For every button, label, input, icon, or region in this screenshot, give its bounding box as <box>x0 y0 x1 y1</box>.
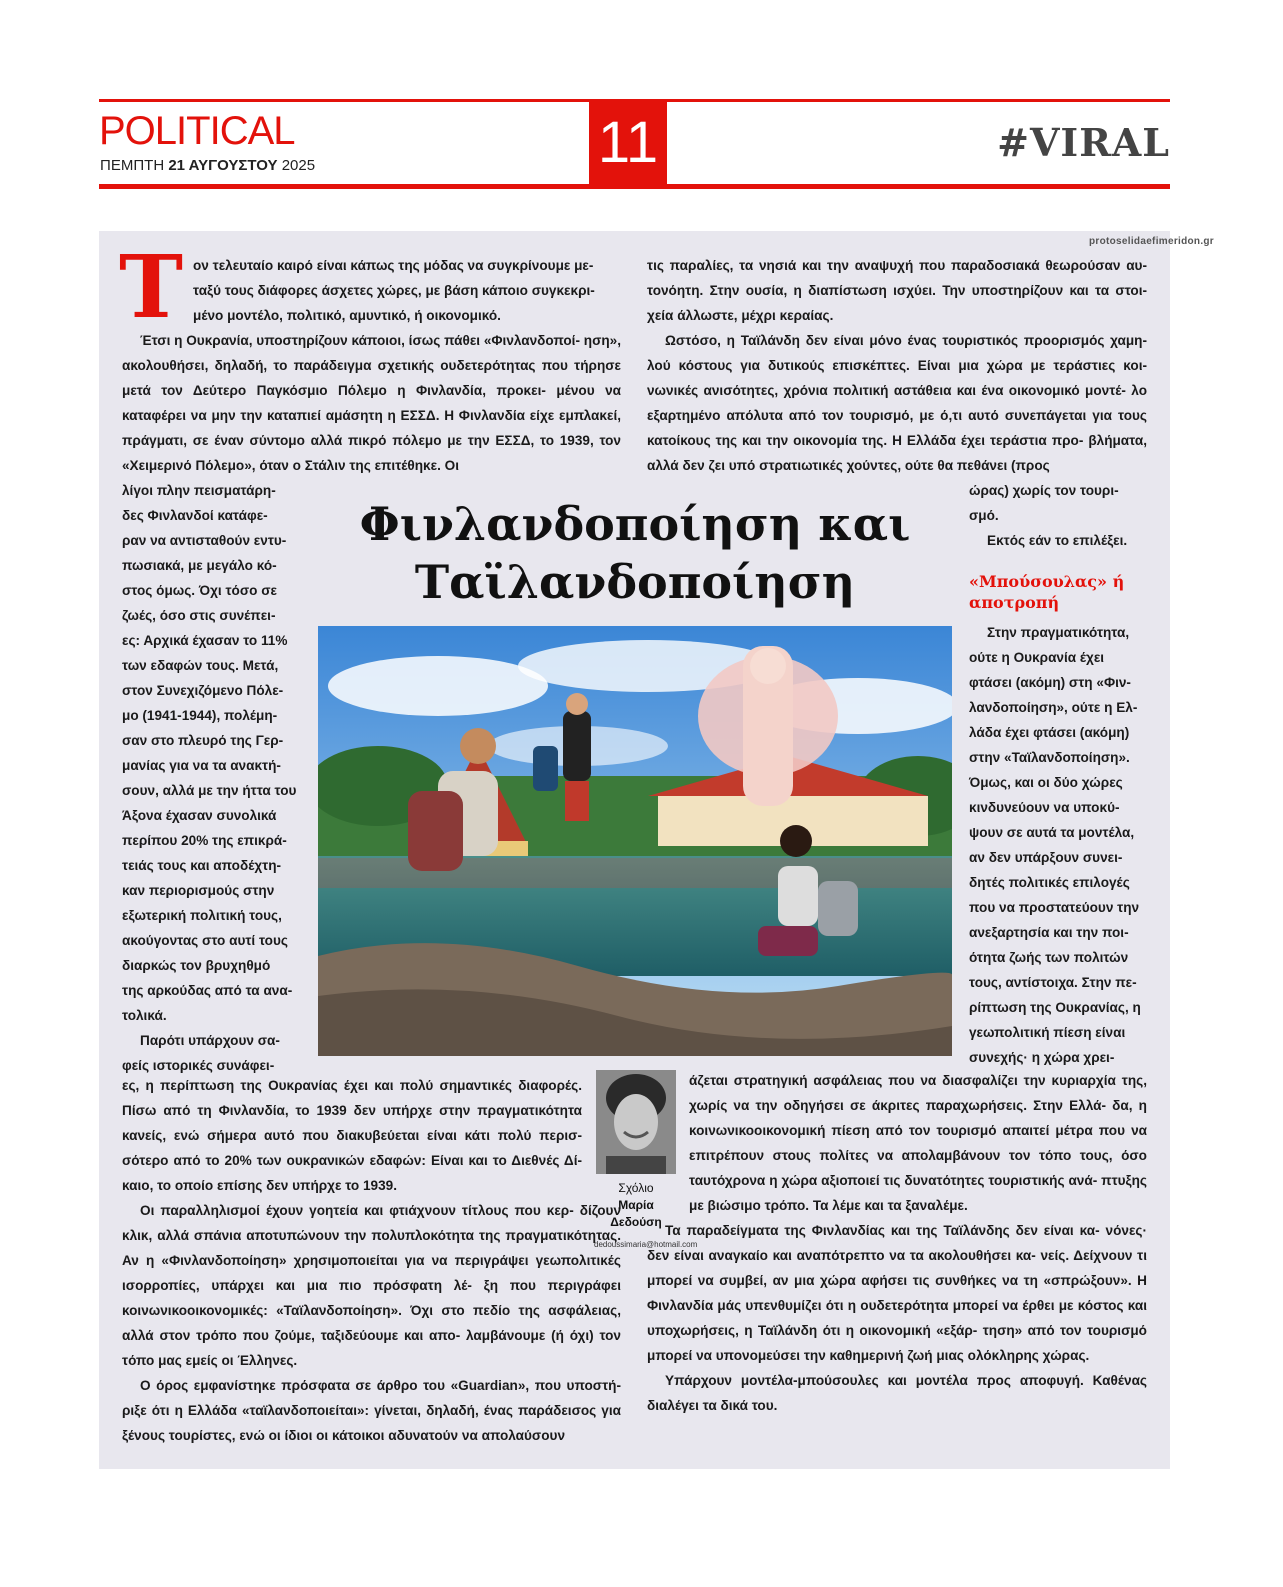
section-tag: #VIRAL <box>997 120 1170 165</box>
narrow-line: φτάσει (ακόμη) στη «Φιν- <box>969 675 1131 690</box>
narrow-line: μανίας για να τα ανακτή- <box>122 758 281 773</box>
paragraph: άζεται στρατηγική ασφάλειας που να διασφαλίζει την κυριαρχία της, χωρίς να την οδηγήσει σε άκριτες παραχωρήσεις. Στην Ελλά- δα, η κοινωνικοοικονομική πίεση από τον τουρισμό απαιτεί μέτρα που να επιτρέπουν στους πολίτες να απολαμβάνουν τον τόπο τους, όσο ταυτόχρονα η χώρα αξιοποιεί τις δυνατότητες τουριστικής ανά- πτυξης με βιώσιμο τρόπο. Τα λέμε και τα ξαναλέμε. <box>689 1073 1147 1213</box>
right-narrow-col <box>969 620 1147 1070</box>
author-portrait-illustration <box>596 1070 676 1174</box>
narrow-line: που να προστατεύουν την <box>969 900 1140 915</box>
narrow-line: ότητα ζωής των πολιτών <box>969 950 1129 965</box>
narrow-line: σαν στο πλευρό της Γερ- <box>122 733 284 748</box>
author-first-name: Μαρία <box>618 1198 654 1212</box>
intro-line: μένο μοντέλο, πολιτικό, αμυντικό, ή οικονομικό. <box>193 308 501 323</box>
section-title: POLITICAL <box>99 109 295 153</box>
narrow-line: δητές πολιτικές επιλογές <box>969 875 1130 890</box>
author-last-name: Δεδούση <box>610 1215 662 1229</box>
date-prefix: ΠΕΜΠΤΗ <box>100 157 165 174</box>
left-col-intro <box>193 253 621 328</box>
short-line: Εκτός εάν το επιλέξει. <box>987 533 1128 548</box>
narrow-line: τειάς τους και αποδέχτη- <box>122 858 282 873</box>
narrow-line: Άξονα έχασαν συνολικά <box>122 808 277 823</box>
narrow-line: συνεχής· η χώρα χρει- <box>969 1050 1115 1065</box>
author-email: dedoussimaria@hotmail.com <box>594 1240 698 1249</box>
left-col-bottom-b <box>122 1198 621 1448</box>
narrow-line: ανεξαρτησία και την ποι- <box>969 925 1129 940</box>
headline-line: Φινλανδοποίηση και <box>359 497 911 551</box>
dateline <box>100 157 315 174</box>
paragraph: τις παραλίες, τα νησιά και την αναψυχή που παραδοσιακά θεωρούσαν αυ- τονόητη. Στην ουσία, η διαπίστωση ισχύει. Την υποστηρίζουν και τα στοι- χεία άλλωστε, μέχρι κεραίας. <box>647 258 1147 323</box>
narrow-line: σουν, αλλά με την ήττα του <box>122 783 297 798</box>
narrow-line: τους, αντίστοιχα. Στην πε- <box>969 975 1137 990</box>
narrow-line: στην «Ταϊλανδοποίηση». <box>969 750 1130 765</box>
narrow-line: της αρκούδας από τα ανα- <box>122 983 293 998</box>
narrow-line: Στην πραγματικότητα, <box>987 625 1130 640</box>
watermark: protoselidaefimeridon.gr <box>1089 236 1214 247</box>
paragraph: Ο όρος εμφανίστηκε πρόσφατα σε άρθρο του «Guardian», που υποστή- ριξε ότι η Ελλάδα «ταϊλανδοποιείται»: γίνεται, δηλαδή, ένας παράδεισος για ξένους τουρίστες, ενώ οι ίδιοι οι κάτοικοι αδυνατούν να απολαύσουν <box>122 1378 621 1443</box>
date-main: 21 ΑΥΓΟΥΣΤΟΥ <box>168 157 278 174</box>
narrow-line: φείς ιστορικές συνάφει- <box>122 1058 275 1073</box>
right-col-mid <box>689 1068 1147 1218</box>
narrow-line: ακούγοντας στο αυτί τους <box>122 933 288 948</box>
intro-line: ον τελευταίο καιρό είναι κάπως της μόδας να συγκρίνουμε με- <box>193 258 594 273</box>
paragraph: Υπάρχουν μοντέλα-μπούσουλες και μοντέλα προς αποφυγή. Καθένας διαλέγει τα δικά του. <box>647 1373 1147 1413</box>
narrow-line: Παρότι υπάρχουν σα- <box>140 1033 280 1048</box>
narrow-line: κινδυνεύουν να υποκύ- <box>969 800 1120 815</box>
narrow-line: στον Συνεχιζόμενο Πόλε- <box>122 683 284 698</box>
narrow-line: ψουν σε αυτά τα μοντέλα, <box>969 825 1135 840</box>
right-col-bottom <box>647 1218 1147 1418</box>
paragraph: Ωστόσο, η Ταϊλάνδη δεν είναι μόνο ένας τουριστικός προορισμός χαμη- λού κόστους για δυτικούς επισκέπτες. Είναι μια χώρα με τεράστιες κοι- νωνικές ανισότητες, χρόνια πολιτική αστάθεια και ένα οικονομικό μοντέ- λο εξαρτημένο απόλυτα από τον τουρισμό, με ό,τι αυτό συνεπάγεται για τους κατοίκους της και την οικονομία της. Η Ελλάδα έχει τεράστια προ- βλήματα, αλλά δεν ζει υπό στρατιωτικές χούντες, ούτε θα πεθάνει (προς <box>647 333 1147 473</box>
narrow-line: πωσιακά, με μεγάλο κό- <box>122 558 277 573</box>
narrow-line: καν περιορισμούς στην <box>122 883 275 898</box>
paragraph: Οι παραλληλισμοί έχουν γοητεία και φτιάχνουν τίτλους που κερ- δίζουν κλικ, αλλά σπάνια αποτυπώνουν την πολυπλοκότητα της πραγματικότητας. Αν η «Φινλανδοποίηση» χρησιμοποιείται για να περιγράψει γεωπολιτικές ισορροπίες, υπάρχει και μια πιο πρόσφατη λέ- ξη που περιγράφει κοινωνικοοικονομικές: «Ταϊλανδοποίηση». Όχι στο πεδίο της ασφάλειας, αλλά στον τρόπο που ζούμε, ταξιδεύουμε και απο- λαμβάνουμε (ή όχι) τον τόπο μας εμείς οι Έλληνες. <box>122 1203 621 1368</box>
narrow-line: τολικά. <box>122 1008 167 1023</box>
narrow-line: Όμως, και οι δύο χώρες <box>969 775 1123 790</box>
right-col-top <box>647 253 1147 478</box>
paragraph: Έτσι η Ουκρανία, υποστηρίζουν κάποιοι, ίσως πάθει «Φινλανδοποί- ηση», ακολουθήσει, δηλαδή, το παράδειγμα σχετικής ουδετερότητας που τήρησε μετά τον Δεύτερο Παγκόσμιο Πόλεμο η Φινλανδία, προκει- μένου να καταφέρει να μην την καταπιεί αμάσητη η ΕΣΣΔ. Η Φινλανδία είχε εμπλακεί, πράγματι, σε έναν σύντομο αλλά πικρό πόλεμο με την ΕΣΣΔ, το 1939, τον «Χειμερινό Πόλεμο», όταν ο Στάλιν της επιτέθηκε. Οι <box>122 333 622 473</box>
narrow-line: ρίπτωση της Ουκρανίας, η <box>969 1000 1141 1015</box>
photo-illustration <box>318 626 952 1056</box>
paragraph: Τα παραδείγματα της Φινλανδίας και της Ταϊλάνδης δεν είναι κα- νόνες· δεν είναι αναγκαίο και αναπότρεπτο να τα ακολουθήσει κα- νείς. Δείχνουν τι μπορεί να συμβεί, αν μια χώρα αφήσει τις συνθήκες να τη «σπρώξουν». Η Φινλανδία μάς υπενθυμίζει ότι η ουδετερότητα μπορεί να έρθει με κόστος και υποχωρήσεις, η Ταϊλάνδη ότι η οικονομική «εξάρ- τηση» από τον τουρισμό μπορεί να υπονομεύσει την καθημερινή ζωή μιας ολόκληρης χώρας. <box>647 1223 1147 1363</box>
narrow-line: διαρκώς τον βρυχηθμό <box>122 958 271 973</box>
narrow-line: ες: Αρχικά έχασαν το 11% <box>122 633 288 648</box>
intro-line: ταξύ τους διάφορες άσχετες χώρες, με βάση κάποιο συγκεκρι- <box>193 283 595 298</box>
narrow-line: γεωπολιτική πίεση είναι <box>969 1025 1126 1040</box>
narrow-line: στος όμως. Όχι τόσο σε <box>122 583 277 598</box>
author-label: Σχόλιο <box>618 1181 654 1195</box>
narrow-line: ζωές, όσο στις συνέπει- <box>122 608 276 623</box>
right-col-short <box>969 478 1147 553</box>
tourists-thai-temple-photo <box>318 626 952 1056</box>
short-line: σμό. <box>969 508 999 523</box>
narrow-line: λίγοι πλην πεισματάρη- <box>122 483 276 498</box>
paragraph: ες, η περίπτωση της Ουκρανίας έχει και πολύ σημαντικές διαφορές. Πίσω από τη Φινλανδία, το 1939 δεν υπήρχε στην πραγματικότητα κανείς, ενώ σήμερα αυτό που διακυβεύεται είναι κάτι πολύ περισ- σότερο από το 20% των ουκρανικών εδαφών: Είναι και το Διεθνές Δί- καιο, το οποίο επίσης δεν υπήρχε το 1939. <box>122 1078 582 1193</box>
subhead: «Μπούσουλας» ή αποτροπή <box>969 572 1125 612</box>
narrow-line: μο (1941-1944), πολέμη- <box>122 708 278 723</box>
narrow-line: αν δεν υπάρξουν συνει- <box>969 850 1123 865</box>
left-col-bottom-a <box>122 1073 582 1198</box>
short-line: ώρας) χωρίς τον τουρι- <box>969 483 1119 498</box>
page-number: 11 <box>589 99 667 189</box>
left-narrow-col <box>122 478 299 1078</box>
narrow-line: λανδοποίηση», ούτε η Ελ- <box>969 700 1138 715</box>
narrow-line: λάδα έχει φτάσει (ακόμη) <box>969 725 1130 740</box>
headline-line: Ταϊλανδοποίηση <box>414 555 856 609</box>
narrow-line: περίπου 20% της επικρά- <box>122 833 287 848</box>
author-name <box>596 1197 676 1231</box>
narrow-line: ούτε η Ουκρανία έχει <box>969 650 1105 665</box>
date-year: 2025 <box>281 157 316 174</box>
drop-cap: Τ <box>119 237 183 338</box>
narrow-line: εξωτερική πολιτική τους, <box>122 908 282 923</box>
author-portrait <box>596 1070 676 1174</box>
headline <box>318 495 952 611</box>
left-col-para2 <box>122 328 621 478</box>
narrow-line: ραν να αντισταθούν εντυ- <box>122 533 287 548</box>
narrow-line: δες Φινλανδοί κατάφε- <box>122 508 268 523</box>
narrow-line: των εδαφών τους. Μετά, <box>122 658 279 673</box>
